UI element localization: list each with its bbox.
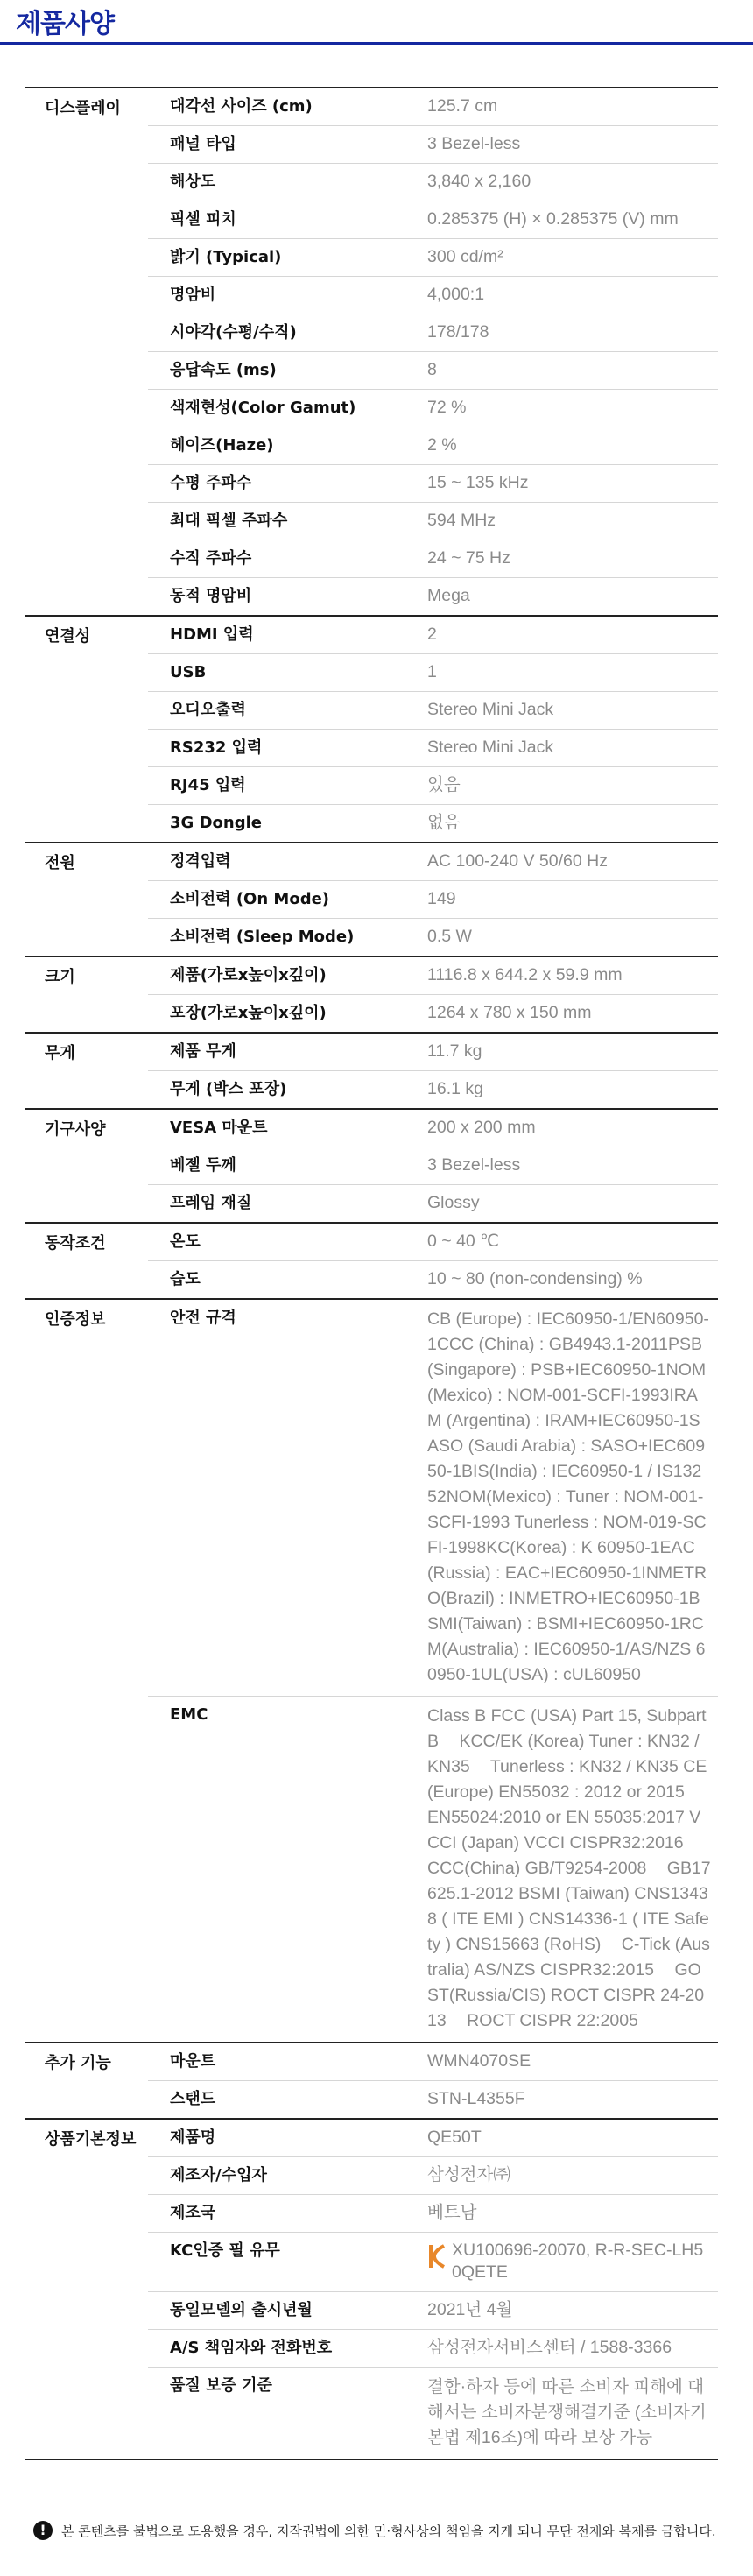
spec-value: CB (Europe) : IEC60950-1/EN60950-1CCC (China) : GB4943.1-2011PSB (Singapore) : PSB+IEC60950-1NOM (Mexico) : NOM-001-SCFI-1993IRAM (Argentina) : IRAM+IEC60950-1SASO (Saudi Arabia) : SASO+IEC60950-1BIS(India) : IEC60950-1 / IS13252NOM(Mexico) : Tuner : NOM-001-SCFI-1993 Tunerless : NOM-019-SCFI-1998KC(Korea) : K 60950-1EAC(Russia) : EAC+IEC60950-1INMETRO(Brazil) : INMETRO+IEC60950-1BSMI(Taiwan) : BSMI+IEC60950-1RCM(Australia) : IEC60950-1/AS/NZS 60950-1UL(USA) : cUL60950 [427,1309,709,1684]
spec-value: 0.285375 (H) × 0.285375 (V) mm [427,209,679,229]
spec-value: 149 [427,889,456,908]
spec-value: 1 [427,662,437,681]
spec-row [148,957,718,994]
spec-group [25,842,718,956]
spec-value: 있음 [427,775,461,794]
spec-row [148,994,718,1032]
spec-label: 소비전력 (Sleep Mode) [170,928,355,946]
spec-row [148,389,718,427]
spec-value: 16.1 kg [427,1079,483,1098]
emc-item: CCC(China) GB/T9254-2008 [427,1859,647,1878]
spec-value: 11.7 kg [427,1041,482,1061]
spec-label: 안전 규격 [170,1309,236,1327]
spec-label: 품질 보증 기준 [170,2376,272,2395]
spec-row [148,351,718,389]
spec-row [148,1260,718,1298]
spec-row [148,577,718,615]
spec-label: A/S 책임자와 전화번호 [170,2339,333,2357]
spec-value: 4,000:1 [427,285,485,304]
spec-value: AC 100-240 V 50/60 Hz [427,851,608,871]
spec-rows [148,843,718,956]
spec-group [25,615,718,842]
spec-value: 3 Bezel-less [427,1155,521,1175]
copyright-text: 본 콘텐츠를 불법으로 도용했을 경우, 저작권법에 의한 민·형사상의 책임을 지게 되니 무단 전재와 복제를 금합니다. [61,2523,716,2539]
emc-item: C-Tick (Australia) AS/NZS CISPR32:2015 [427,1935,710,1980]
spec-value: 결함·하자 등에 따른 소비자 피해에 대해서는 소비자분쟁해결기준 (소비자기본법 제16조)에 따라 보상 가능 [427,2377,707,2447]
spec-group [25,1222,718,1298]
spec-category: 전원 [45,854,75,872]
spec-value: 삼성전자㈜ [427,2165,510,2184]
spec-row [148,617,718,653]
page-title: 제품사양 [16,9,114,39]
emc-item: KCC/EK (Korea) Tuner : KN32 / KN35 [427,1732,700,1776]
spec-label: 명암비 [170,286,216,304]
spec-label: 해상도 [170,173,216,191]
spec-value: 178/178 [427,322,489,342]
spec-value: WMN4070SE [427,2051,531,2071]
spec-row [148,1300,718,1696]
spec-value: 0.5 W [427,927,472,946]
spec-category: 동작조건 [45,1234,106,1253]
emc-item: EN55024:2010 or EN 55035:2017 VCCI (Japan) VCCI CISPR32:2016 [427,1808,701,1853]
spec-value [427,2233,718,2291]
spec-row [148,2120,718,2156]
spec-row [148,88,718,125]
spec-row [148,464,718,502]
spec-label: 마운트 [170,2052,216,2071]
spec-value: Stereo Mini Jack [427,700,554,719]
spec-row [148,2043,718,2080]
kc-number: XU100696-20070, R-R-SEC-LH50QETE [452,2241,704,2282]
spec-row [148,163,718,201]
spec-label: 베젤 두께 [170,1156,236,1175]
spec-label: 동적 명암비 [170,587,252,605]
spec-label: 온도 [170,1232,201,1251]
spec-row [148,2367,718,2459]
spec-row [148,1034,718,1070]
spec-label: 제조국 [170,2204,216,2222]
spec-label: 소비전력 (On Mode) [170,890,330,908]
spec-label: 색재현성(Color Gamut) [170,399,356,417]
spec-group [25,1298,718,2042]
spec-row [148,691,718,729]
spec-rows [148,1224,718,1298]
spec-value: QE50T [427,2128,482,2147]
spec-value: 3,840 x 2,160 [427,172,531,191]
spec-label: KC인증 필 유무 [170,2241,280,2260]
spec-category: 상품기본정보 [45,2130,137,2149]
spec-label: 습도 [170,1270,201,1288]
spec-label: 제품명 [170,2128,216,2147]
spec-label: HDMI 입력 [170,625,254,644]
spec-rows [148,617,718,842]
spec-row [148,540,718,577]
spec-label: 동일모델의 출시년월 [170,2301,313,2319]
spec-value: 594 MHz [427,511,496,530]
spec-row [148,1070,718,1108]
exclamation-icon: ! [33,2521,53,2540]
spec-value: 베트남 [427,2203,477,2222]
spec-label: RS232 입력 [170,738,263,757]
spec-row [148,843,718,880]
spec-value: 없음 [427,813,461,832]
copyright-notice [33,2521,734,2540]
spec-table [25,87,718,2460]
spec-row [148,1184,718,1222]
spec-row [148,427,718,464]
spec-label: 제조자/수입자 [170,2166,267,2184]
spec-value: 삼성전자서비스센터 / 1588-3366 [427,2338,672,2357]
spec-row [148,502,718,540]
spec-value: 72 % [427,398,467,417]
spec-row [148,729,718,766]
page-header [0,0,753,45]
spec-label: 제품(가로x높이x깊이) [170,966,327,985]
spec-label: 제품 무게 [170,1042,236,1061]
spec-label: 헤이즈(Haze) [170,436,274,455]
spec-label: RJ45 입력 [170,776,246,794]
spec-row [148,2080,718,2118]
spec-group [25,2118,718,2460]
spec-value: 0 ~ 40 ℃ [427,1232,500,1251]
spec-value: 125.7 cm [427,96,498,116]
spec-row [148,238,718,276]
spec-row [148,2156,718,2194]
spec-category: 연결성 [45,627,91,646]
emc-item: Tunerless : KN32 / KN35 CE (Europe) EN55032 : 2012 or 2015 [427,1757,707,1802]
spec-label: 정격입력 [170,852,231,871]
spec-row [148,1147,718,1184]
spec-value: Stereo Mini Jack [427,738,554,757]
spec-value: Mega [427,586,470,605]
spec-value: 1116.8 x 644.2 x 59.9 mm [427,965,623,985]
spec-rows [148,1034,718,1108]
spec-rows [148,88,718,615]
spec-group [25,87,718,615]
spec-value: Glossy [427,1193,480,1212]
emc-item: GB17625.1-2012 BSMI (Taiwan) CNS13438 ( ITE EMI ) CNS14336-1 ( ITE Safety ) CNS15663 (RoHS) [427,1859,711,1954]
spec-value: 2021년 4월 [427,2300,513,2319]
spec-rows [148,1300,718,2042]
spec-label: 최대 픽셀 주파수 [170,512,288,530]
spec-label: 시야각(수평/수직) [170,323,297,342]
spec-row [148,653,718,691]
spec-row [148,880,718,918]
spec-value: 15 ~ 135 kHz [427,473,529,492]
spec-rows [148,2120,718,2459]
spec-rows [148,957,718,1032]
spec-value: 8 [427,360,437,379]
spec-label: USB [170,663,207,681]
spec-label: 스탠드 [170,2090,216,2108]
spec-value: 24 ~ 75 Hz [427,548,510,568]
spec-value: STN-L4355F [427,2089,525,2108]
spec-value: 10 ~ 80 (non-condensing) % [427,1269,643,1288]
spec-row [148,125,718,163]
spec-category: 무게 [45,1044,75,1062]
spec-category: 디스플레이 [45,99,121,117]
spec-row [148,1110,718,1147]
spec-rows [148,1110,718,1222]
spec-row [148,2232,718,2291]
spec-row [148,766,718,804]
spec-row [148,1224,718,1260]
spec-value: 3 Bezel-less [427,134,521,153]
spec-category: 기구사양 [45,1120,106,1139]
spec-label: 프레임 재질 [170,1194,252,1212]
spec-row [148,276,718,314]
spec-row [148,314,718,351]
spec-label: 오디오출력 [170,701,246,719]
spec-label: 3G Dongle [170,814,262,832]
spec-group [25,956,718,1032]
spec-value: 2 [427,625,437,644]
spec-category: 추가 기능 [45,2054,111,2072]
spec-value: 2 % [427,435,457,455]
spec-group [25,1108,718,1222]
spec-row [148,2329,718,2367]
spec-label: 응답속도 (ms) [170,361,277,379]
spec-row [148,2291,718,2329]
spec-category: 크기 [45,968,75,986]
spec-value: 200 x 200 mm [427,1118,536,1137]
spec-label: 수평 주파수 [170,474,252,492]
spec-label: 픽셀 피치 [170,210,236,229]
spec-row [148,804,718,842]
spec-label: 패널 타입 [170,135,236,153]
emc-item: Class B FCC (USA) Part 15, Subpart B [427,1706,707,1751]
spec-value: 1264 x 780 x 150 mm [427,1003,592,1022]
spec-label: 포장(가로x높이x깊이) [170,1004,327,1022]
kc-certification-icon [427,2243,447,2269]
spec-value: 300 cd/m² [427,247,503,266]
spec-label: EMC [170,1705,208,1724]
spec-category: 인증정보 [45,1310,106,1329]
spec-row [148,201,718,238]
emc-item: GOST(Russia/CIS) ROCT CISPR 24-2013 [427,1960,705,2030]
spec-group [25,1032,718,1108]
spec-value [427,1697,718,2042]
spec-label: VESA 마운트 [170,1119,268,1137]
spec-label: 수직 주파수 [170,549,252,568]
spec-rows [148,2043,718,2118]
spec-row [148,1696,718,2042]
spec-label: 대각선 사이즈 (cm) [170,97,313,116]
spec-label: 무게 (박스 포장) [170,1080,287,1098]
emc-item: ROCT CISPR 22:2005 [467,2011,638,2030]
spec-group [25,2042,718,2118]
spec-label: 밝기 (Typical) [170,248,282,266]
spec-row [148,2194,718,2232]
spec-row [148,918,718,956]
